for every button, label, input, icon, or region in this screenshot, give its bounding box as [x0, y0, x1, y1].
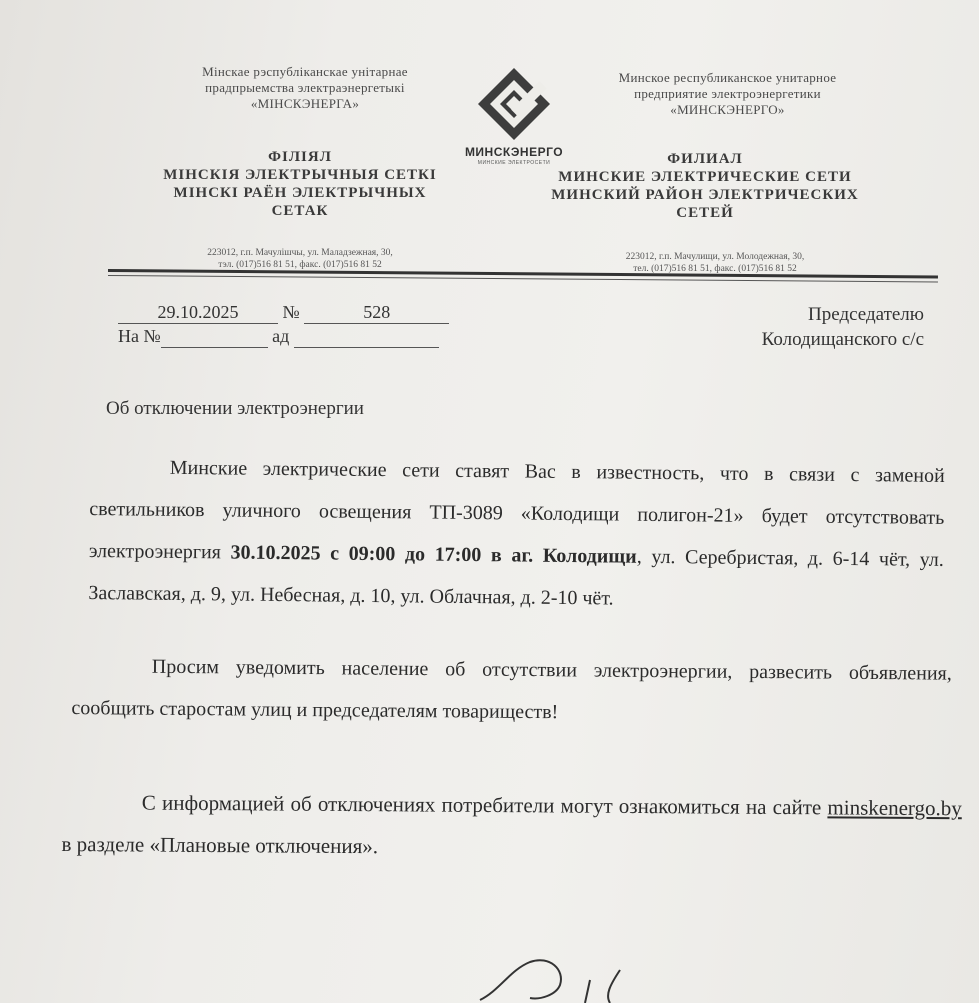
logo-subtitle: МИНСКИЕ ЭЛЕКТРОСЕТИ	[477, 160, 551, 166]
minskenergo-logo-icon	[476, 66, 552, 142]
branch-name-belarusian	[120, 148, 480, 220]
reference-date-blank	[294, 326, 439, 348]
p3-text-2: в разделе «Плановые отключения».	[61, 831, 379, 859]
branch-by-line-4: СЕТАК	[271, 203, 329, 219]
addressee-line-2: Колодищанского с/с	[761, 329, 924, 350]
reference-number-blank	[161, 326, 268, 348]
p1-text-1: Минские электрические сети ставят Вас в известность, что в связи с заменой светильников уличного освещения ТП-3089 «Колодищи полигон-21» будет отсутствовать электроэнергия	[88, 456, 945, 564]
number-label: №	[282, 302, 300, 322]
org-name-belarusian	[140, 64, 470, 112]
registration-line	[118, 302, 449, 324]
branch-ru-line-4: СЕТЕЙ	[676, 205, 734, 221]
letter-date: 29.10.2025	[118, 302, 278, 324]
addr-by-line-2: тэл. (017)516 81 51, факс. (017)516 81 52	[218, 260, 382, 270]
reference-label: На №	[118, 326, 161, 346]
letter-subject: Об отключении электроэнергии	[106, 398, 364, 419]
addressee	[762, 302, 924, 352]
addr-ru-line-1: 223012, г.п. Мачулищи, ул. Молодежная, 30,	[625, 252, 805, 262]
branch-ru-line-1: ФИЛИАЛ	[667, 151, 743, 167]
branch-name-russian	[505, 150, 905, 222]
org-name-russian	[555, 70, 900, 118]
address-russian	[565, 251, 865, 275]
website-link[interactable]: minskenergo.by	[827, 795, 962, 821]
signature-icon	[470, 950, 640, 1003]
p3-text-1: С информацией об отключениях потребители могут ознакомиться на сайте	[141, 790, 828, 820]
addr-ru-line-2: тел. (017)516 81 51, факс. (017)516 81 52	[633, 264, 797, 274]
branch-by-line-1: ФІЛІЯЛ	[268, 149, 332, 165]
org-by-line-3: «МІНСКЭНЕРГА»	[250, 96, 360, 111]
reference-line	[118, 326, 439, 348]
p2-text: Просим уведомить население об отсутствии электроэнергии, развесить объявления, сообщить старостам улиц и председателям товариществ!	[71, 655, 952, 724]
addressee-line-1: Председателю	[808, 304, 924, 325]
paragraph-info-site	[61, 781, 962, 871]
address-belarusian	[140, 247, 460, 271]
branch-by-line-2: МІНСКІЯ ЭЛЕКТРЫЧНЫЯ СЕТКІ	[163, 167, 437, 183]
org-ru-line-3: «МИНСКЭНЕРГО»	[670, 102, 785, 117]
org-ru-line-1: Минское республиканское унитарное	[618, 70, 837, 85]
branch-by-line-3: МІНСКІ РАЁН ЭЛЕКТРЫЧНЫХ	[173, 185, 427, 201]
addr-by-line-1: 223012, г.п. Мачулішчы, ул. Маладзежная, 30,	[207, 248, 393, 258]
org-by-line-2: прадпрыемства электраэнергетыкі	[205, 80, 405, 95]
p1-text-2: , ул. Серебристая, д. 6-14 чёт, ул. Заславская, д. 9, ул. Небесная, д. 10, ул. Облачная, д. 2-10 чёт.	[88, 545, 944, 610]
p1-outage-date-place: 30.10.2025 с 09:00 до 17:00 в аг. Колодищи	[230, 541, 637, 568]
paragraph-request	[71, 645, 952, 737]
reference-from-label: ад	[272, 326, 290, 346]
branch-ru-line-2: МИНСКИЕ ЭЛЕКТРИЧЕСКИЕ СЕТИ	[558, 169, 852, 185]
branch-ru-line-3: МИНСКИЙ РАЙОН ЭЛЕКТРИЧЕСКИХ	[551, 187, 859, 203]
org-by-line-1: Мінскае рэспубліканскае унітарнае	[202, 64, 408, 79]
letter-number: 528	[304, 302, 449, 324]
org-ru-line-2: предприятие электроэнергетики	[634, 86, 821, 101]
logo-wordmark: МИНСКЭНЕРГО	[464, 145, 564, 159]
paragraph-outage-notice	[88, 446, 945, 623]
